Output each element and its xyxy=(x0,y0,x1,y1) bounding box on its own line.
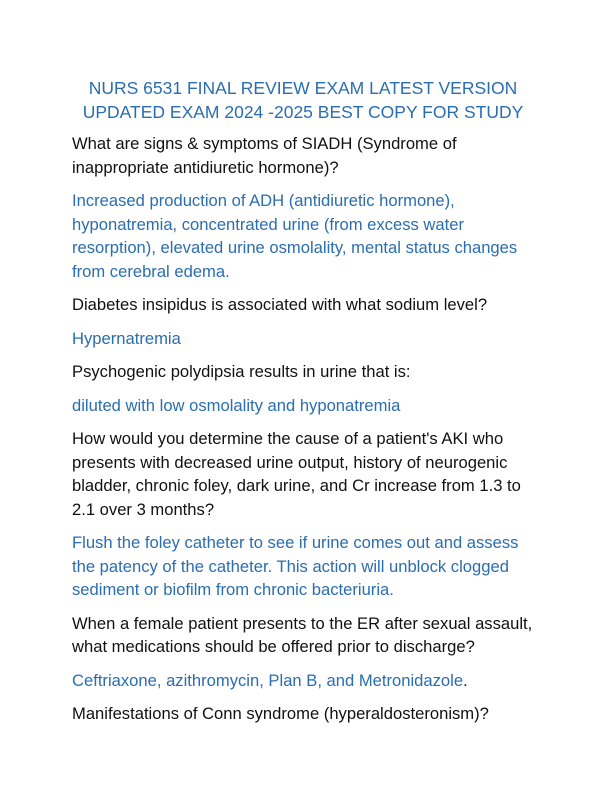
question-siadh: What are signs & symptoms of SIADH (Syndrome of inappropriate antidiuretic hormone)? xyxy=(72,134,457,177)
question-conn-syndrome: Manifestations of Conn syndrome (hyperaldosteronism)? xyxy=(72,704,489,723)
qa-list xyxy=(72,132,542,736)
title-line-2: UPDATED EXAM 2024 -2025 BEST COPY FOR STUDY xyxy=(82,102,524,122)
answer-sexual-assault-period: . xyxy=(463,670,468,690)
question-psychogenic-polydipsia: Psychogenic polydipsia results in urine that is: xyxy=(72,362,411,381)
answer-sexual-assault xyxy=(72,669,542,693)
answer-aki: Flush the foley catheter to see if urine comes out and assess the patency of the catheter. This action will unblock clogged sediment or biofilm from chronic bacteriuria. xyxy=(72,533,519,599)
answer-sexual-assault-text: Ceftriaxone, azithromycin, Plan B, and Metronidazole xyxy=(72,670,464,690)
question-sexual-assault: When a female patient presents to the ER after sexual assault, what medications should be offered prior to discharge? xyxy=(72,613,533,656)
title-line-1: NURS 6531 FINAL REVIEW EXAM LATEST VERSION xyxy=(88,78,518,98)
answer-siadh: Increased production of ADH (antidiuretic hormone), hyponatremia, concentrated urine (from excess water resorption), elevated urine osmolality, mental status changes from cerebral edema. xyxy=(72,191,518,281)
page-title xyxy=(40,76,566,124)
question-aki: How would you determine the cause of a patient's AKI who presents with decreased urine output, history of neurogenic bladder, chronic foley, dark urine, and Cr increase from 1.3 to 2.1 over 3 months? xyxy=(72,429,521,519)
answer-psychogenic-polydipsia: diluted with low osmolality and hyponatremia xyxy=(72,395,401,415)
question-diabetes-insipidus: Diabetes insipidus is associated with what sodium level? xyxy=(72,295,488,314)
answer-diabetes-insipidus: Hypernatremia xyxy=(72,328,181,348)
